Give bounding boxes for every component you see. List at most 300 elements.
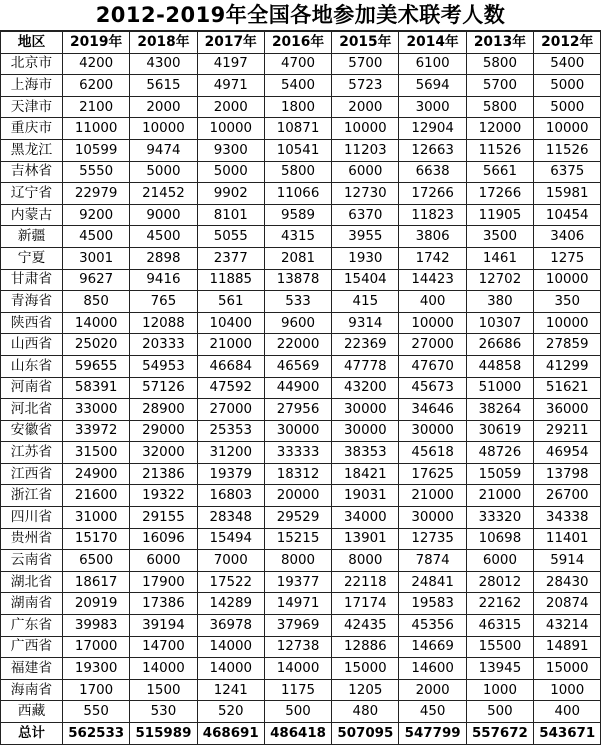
count-cell: 2377 (197, 247, 264, 269)
count-cell: 20333 (130, 334, 197, 356)
count-cell: 1000 (466, 679, 533, 701)
region-cell: 四川省 (1, 507, 63, 529)
count-cell: 4500 (130, 226, 197, 248)
count-cell: 2081 (264, 247, 331, 269)
region-cell: 福建省 (1, 658, 63, 680)
count-cell: 5700 (332, 53, 399, 75)
table-row (1, 571, 601, 593)
count-cell: 1500 (130, 679, 197, 701)
count-cell: 5000 (534, 96, 601, 118)
region-cell: 广西省 (1, 636, 63, 658)
region-cell: 河南省 (1, 377, 63, 399)
region-cell: 重庆市 (1, 118, 63, 140)
table-row (1, 269, 601, 291)
count-cell: 17266 (466, 183, 533, 205)
count-cell: 38353 (332, 442, 399, 464)
count-cell: 21000 (399, 485, 466, 507)
count-cell: 21000 (197, 334, 264, 356)
count-cell: 5914 (534, 550, 601, 572)
table-row (1, 118, 601, 140)
count-cell: 51621 (534, 377, 601, 399)
region-cell: 贵州省 (1, 528, 63, 550)
count-cell: 3806 (399, 226, 466, 248)
count-cell: 4700 (264, 53, 331, 75)
header-row (1, 32, 601, 54)
table-row (1, 139, 601, 161)
count-cell: 10000 (130, 118, 197, 140)
count-cell: 5000 (534, 75, 601, 97)
count-cell: 12735 (399, 528, 466, 550)
table-row (1, 615, 601, 637)
count-cell: 22162 (466, 593, 533, 615)
count-cell: 26686 (466, 334, 533, 356)
count-cell: 33320 (466, 507, 533, 529)
count-cell: 5800 (466, 96, 533, 118)
count-cell: 59655 (63, 355, 130, 377)
count-cell: 5000 (197, 161, 264, 183)
count-cell: 350 (534, 291, 601, 313)
count-cell: 29000 (130, 420, 197, 442)
count-cell: 1241 (197, 679, 264, 701)
region-cell: 江西省 (1, 463, 63, 485)
total-cell: 507095 (332, 723, 399, 745)
count-cell: 17174 (332, 593, 399, 615)
region-cell: 海南省 (1, 679, 63, 701)
count-cell: 32000 (130, 442, 197, 464)
count-cell: 29529 (264, 507, 331, 529)
count-cell: 19300 (63, 658, 130, 680)
region-cell: 上海市 (1, 75, 63, 97)
count-cell: 4197 (197, 53, 264, 75)
count-cell: 43214 (534, 615, 601, 637)
total-row (1, 723, 601, 745)
region-cell: 浙江省 (1, 485, 63, 507)
count-cell: 48726 (466, 442, 533, 464)
count-cell: 9902 (197, 183, 264, 205)
count-cell: 15059 (466, 463, 533, 485)
count-cell: 24900 (63, 463, 130, 485)
count-cell: 10871 (264, 118, 331, 140)
table-row (1, 247, 601, 269)
count-cell: 22369 (332, 334, 399, 356)
count-cell: 15500 (466, 636, 533, 658)
count-cell: 30000 (332, 420, 399, 442)
count-cell: 9600 (264, 312, 331, 334)
count-cell: 1800 (264, 96, 331, 118)
count-cell: 31000 (63, 507, 130, 529)
count-cell: 43200 (332, 377, 399, 399)
count-cell: 47778 (332, 355, 399, 377)
count-cell: 6375 (534, 161, 601, 183)
count-cell: 10000 (534, 312, 601, 334)
table-row (1, 701, 601, 723)
count-cell: 13945 (466, 658, 533, 680)
region-cell: 北京市 (1, 53, 63, 75)
count-cell: 17000 (63, 636, 130, 658)
count-cell: 37969 (264, 615, 331, 637)
region-cell: 湖北省 (1, 571, 63, 593)
count-cell: 15215 (264, 528, 331, 550)
region-cell: 黑龙江 (1, 139, 63, 161)
region-cell: 广东省 (1, 615, 63, 637)
count-cell: 2000 (399, 679, 466, 701)
count-cell: 10454 (534, 204, 601, 226)
count-cell: 45618 (399, 442, 466, 464)
total-cell: 515989 (130, 723, 197, 745)
count-cell: 21386 (130, 463, 197, 485)
table-row (1, 485, 601, 507)
table-row (1, 355, 601, 377)
count-cell: 500 (264, 701, 331, 723)
table-row (1, 550, 601, 572)
table-row (1, 507, 601, 529)
region-cell: 安徽省 (1, 420, 63, 442)
count-cell: 33000 (63, 399, 130, 421)
count-cell: 5550 (63, 161, 130, 183)
count-cell: 36000 (534, 399, 601, 421)
count-cell: 16096 (130, 528, 197, 550)
count-cell: 480 (332, 701, 399, 723)
total-cell: 543671 (534, 723, 601, 745)
count-cell: 19377 (264, 571, 331, 593)
count-cell: 19031 (332, 485, 399, 507)
region-cell: 宁夏 (1, 247, 63, 269)
count-cell: 850 (63, 291, 130, 313)
region-cell: 云南省 (1, 550, 63, 572)
count-cell: 29211 (534, 420, 601, 442)
count-cell: 18617 (63, 571, 130, 593)
table-row (1, 399, 601, 421)
count-cell: 400 (534, 701, 601, 723)
count-cell: 39983 (63, 615, 130, 637)
count-cell: 54953 (130, 355, 197, 377)
count-cell: 20919 (63, 593, 130, 615)
count-cell: 11203 (332, 139, 399, 161)
table-row (1, 636, 601, 658)
count-cell: 8101 (197, 204, 264, 226)
count-cell: 15170 (63, 528, 130, 550)
count-cell: 6000 (130, 550, 197, 572)
count-cell: 4971 (197, 75, 264, 97)
count-cell: 415 (332, 291, 399, 313)
count-cell: 4500 (63, 226, 130, 248)
count-cell: 400 (399, 291, 466, 313)
count-cell: 2100 (63, 96, 130, 118)
count-cell: 5694 (399, 75, 466, 97)
count-cell: 5615 (130, 75, 197, 97)
count-cell: 34338 (534, 507, 601, 529)
table-row (1, 420, 601, 442)
count-cell: 1275 (534, 247, 601, 269)
count-cell: 10000 (534, 269, 601, 291)
column-header-year: 2019年 (63, 32, 130, 54)
count-cell: 14891 (534, 636, 601, 658)
total-cell: 562533 (63, 723, 130, 745)
column-header-year: 2014年 (399, 32, 466, 54)
table-row (1, 161, 601, 183)
count-cell: 3000 (399, 96, 466, 118)
table-row (1, 658, 601, 680)
count-cell: 13878 (264, 269, 331, 291)
count-cell: 5055 (197, 226, 264, 248)
region-cell: 甘肃省 (1, 269, 63, 291)
table-row (1, 53, 601, 75)
region-cell: 山西省 (1, 334, 63, 356)
count-cell: 33333 (264, 442, 331, 464)
count-cell: 500 (466, 701, 533, 723)
count-cell: 6370 (332, 204, 399, 226)
count-cell: 7874 (399, 550, 466, 572)
table-row (1, 204, 601, 226)
count-cell: 19379 (197, 463, 264, 485)
table-row (1, 593, 601, 615)
count-cell: 11885 (197, 269, 264, 291)
region-cell: 青海省 (1, 291, 63, 313)
count-cell: 27000 (399, 334, 466, 356)
count-cell: 450 (399, 701, 466, 723)
table-row (1, 96, 601, 118)
count-cell: 19583 (399, 593, 466, 615)
count-cell: 9200 (63, 204, 130, 226)
count-cell: 15404 (332, 269, 399, 291)
count-cell: 36978 (197, 615, 264, 637)
region-cell: 江苏省 (1, 442, 63, 464)
column-header-year: 2012年 (534, 32, 601, 54)
count-cell: 9314 (332, 312, 399, 334)
column-header-region: 地区 (1, 32, 63, 54)
count-cell: 1000 (534, 679, 601, 701)
count-cell: 4315 (264, 226, 331, 248)
count-cell: 5800 (466, 53, 533, 75)
count-cell: 30000 (399, 420, 466, 442)
total-cell: 486418 (264, 723, 331, 745)
count-cell: 6000 (332, 161, 399, 183)
count-cell: 10000 (534, 118, 601, 140)
count-cell: 1700 (63, 679, 130, 701)
count-cell: 28430 (534, 571, 601, 593)
count-cell: 14669 (399, 636, 466, 658)
count-cell: 12702 (466, 269, 533, 291)
column-header-year: 2018年 (130, 32, 197, 54)
count-cell: 45673 (399, 377, 466, 399)
count-cell: 4200 (63, 53, 130, 75)
count-cell: 17386 (130, 593, 197, 615)
column-header-year: 2013年 (466, 32, 533, 54)
count-cell: 6100 (399, 53, 466, 75)
column-header-year: 2017年 (197, 32, 264, 54)
total-cell: 468691 (197, 723, 264, 745)
count-cell: 46684 (197, 355, 264, 377)
count-cell: 2000 (197, 96, 264, 118)
count-cell: 20000 (264, 485, 331, 507)
count-cell: 11526 (534, 139, 601, 161)
count-cell: 24841 (399, 571, 466, 593)
count-cell: 6200 (63, 75, 130, 97)
count-cell: 380 (466, 291, 533, 313)
count-cell: 31500 (63, 442, 130, 464)
count-cell: 9416 (130, 269, 197, 291)
count-cell: 5661 (466, 161, 533, 183)
count-cell: 21452 (130, 183, 197, 205)
count-cell: 6000 (466, 550, 533, 572)
table-row (1, 291, 601, 313)
count-cell: 3001 (63, 247, 130, 269)
region-cell: 湖南省 (1, 593, 63, 615)
count-cell: 30000 (264, 420, 331, 442)
count-cell: 1742 (399, 247, 466, 269)
region-cell: 辽宁省 (1, 183, 63, 205)
count-cell: 25353 (197, 420, 264, 442)
count-cell: 550 (63, 701, 130, 723)
count-cell: 10541 (264, 139, 331, 161)
count-cell: 17522 (197, 571, 264, 593)
count-cell: 34646 (399, 399, 466, 421)
count-cell: 15000 (332, 658, 399, 680)
count-cell: 11526 (466, 139, 533, 161)
count-cell: 14000 (130, 658, 197, 680)
count-cell: 38264 (466, 399, 533, 421)
count-cell: 30000 (399, 507, 466, 529)
count-cell: 34000 (332, 507, 399, 529)
count-cell: 22000 (264, 334, 331, 356)
count-cell: 3955 (332, 226, 399, 248)
count-cell: 17625 (399, 463, 466, 485)
count-cell: 30619 (466, 420, 533, 442)
count-cell: 8000 (332, 550, 399, 572)
table-row (1, 75, 601, 97)
count-cell: 5400 (264, 75, 331, 97)
count-cell: 21000 (466, 485, 533, 507)
count-cell: 44900 (264, 377, 331, 399)
count-cell: 14600 (399, 658, 466, 680)
count-cell: 533 (264, 291, 331, 313)
count-cell: 20874 (534, 593, 601, 615)
count-cell: 39194 (130, 615, 197, 637)
count-cell: 44858 (466, 355, 533, 377)
count-cell: 22979 (63, 183, 130, 205)
count-cell: 2000 (130, 96, 197, 118)
count-cell: 10000 (197, 118, 264, 140)
count-cell: 6638 (399, 161, 466, 183)
count-cell: 25020 (63, 334, 130, 356)
count-cell: 9589 (264, 204, 331, 226)
count-cell: 27956 (264, 399, 331, 421)
count-cell: 12886 (332, 636, 399, 658)
table-row (1, 442, 601, 464)
count-cell: 18421 (332, 463, 399, 485)
count-cell: 765 (130, 291, 197, 313)
table-row (1, 334, 601, 356)
total-cell: 547799 (399, 723, 466, 745)
count-cell: 27859 (534, 334, 601, 356)
count-cell: 10307 (466, 312, 533, 334)
region-cell: 西藏 (1, 701, 63, 723)
total-cell: 557672 (466, 723, 533, 745)
table-row (1, 226, 601, 248)
count-cell: 1930 (332, 247, 399, 269)
count-cell: 19322 (130, 485, 197, 507)
table-title: 2012-2019年全国各地参加美术联考人数 (0, 0, 601, 31)
count-cell: 5723 (332, 75, 399, 97)
count-cell: 45356 (399, 615, 466, 637)
count-cell: 2898 (130, 247, 197, 269)
count-cell: 9300 (197, 139, 264, 161)
count-cell: 5800 (264, 161, 331, 183)
count-cell: 26700 (534, 485, 601, 507)
count-cell: 14000 (197, 658, 264, 680)
count-cell: 30000 (332, 399, 399, 421)
count-cell: 9627 (63, 269, 130, 291)
region-cell: 山东省 (1, 355, 63, 377)
count-cell: 14423 (399, 269, 466, 291)
count-cell: 12738 (264, 636, 331, 658)
count-cell: 12088 (130, 312, 197, 334)
count-cell: 15000 (534, 658, 601, 680)
count-cell: 8000 (264, 550, 331, 572)
count-cell: 7000 (197, 550, 264, 572)
count-cell: 12904 (399, 118, 466, 140)
count-cell: 1461 (466, 247, 533, 269)
count-cell: 14000 (63, 312, 130, 334)
count-cell: 15494 (197, 528, 264, 550)
count-cell: 46954 (534, 442, 601, 464)
count-cell: 11823 (399, 204, 466, 226)
count-cell: 47592 (197, 377, 264, 399)
count-cell: 11905 (466, 204, 533, 226)
count-cell: 4300 (130, 53, 197, 75)
table-row (1, 463, 601, 485)
count-cell: 11401 (534, 528, 601, 550)
count-cell: 31200 (197, 442, 264, 464)
count-cell: 5700 (466, 75, 533, 97)
count-cell: 3406 (534, 226, 601, 248)
count-cell: 41299 (534, 355, 601, 377)
count-cell: 530 (130, 701, 197, 723)
count-cell: 46569 (264, 355, 331, 377)
count-cell: 5400 (534, 53, 601, 75)
count-cell: 14000 (264, 658, 331, 680)
count-cell: 5000 (130, 161, 197, 183)
count-cell: 520 (197, 701, 264, 723)
count-cell: 17266 (399, 183, 466, 205)
region-cell: 吉林省 (1, 161, 63, 183)
count-cell: 17900 (130, 571, 197, 593)
count-cell: 47670 (399, 355, 466, 377)
table-row (1, 312, 601, 334)
count-cell: 10000 (399, 312, 466, 334)
table-row (1, 183, 601, 205)
region-cell: 天津市 (1, 96, 63, 118)
count-cell: 12730 (332, 183, 399, 205)
count-cell: 28348 (197, 507, 264, 529)
count-cell: 13901 (332, 528, 399, 550)
count-cell: 14700 (130, 636, 197, 658)
count-cell: 1175 (264, 679, 331, 701)
count-cell: 10698 (466, 528, 533, 550)
table-row (1, 528, 601, 550)
count-cell: 28900 (130, 399, 197, 421)
count-cell: 16803 (197, 485, 264, 507)
count-cell: 28012 (466, 571, 533, 593)
count-cell: 21600 (63, 485, 130, 507)
count-cell: 9000 (130, 204, 197, 226)
column-header-year: 2016年 (264, 32, 331, 54)
count-cell: 9474 (130, 139, 197, 161)
count-cell: 57126 (130, 377, 197, 399)
count-cell: 33972 (63, 420, 130, 442)
count-cell: 42435 (332, 615, 399, 637)
count-cell: 561 (197, 291, 264, 313)
